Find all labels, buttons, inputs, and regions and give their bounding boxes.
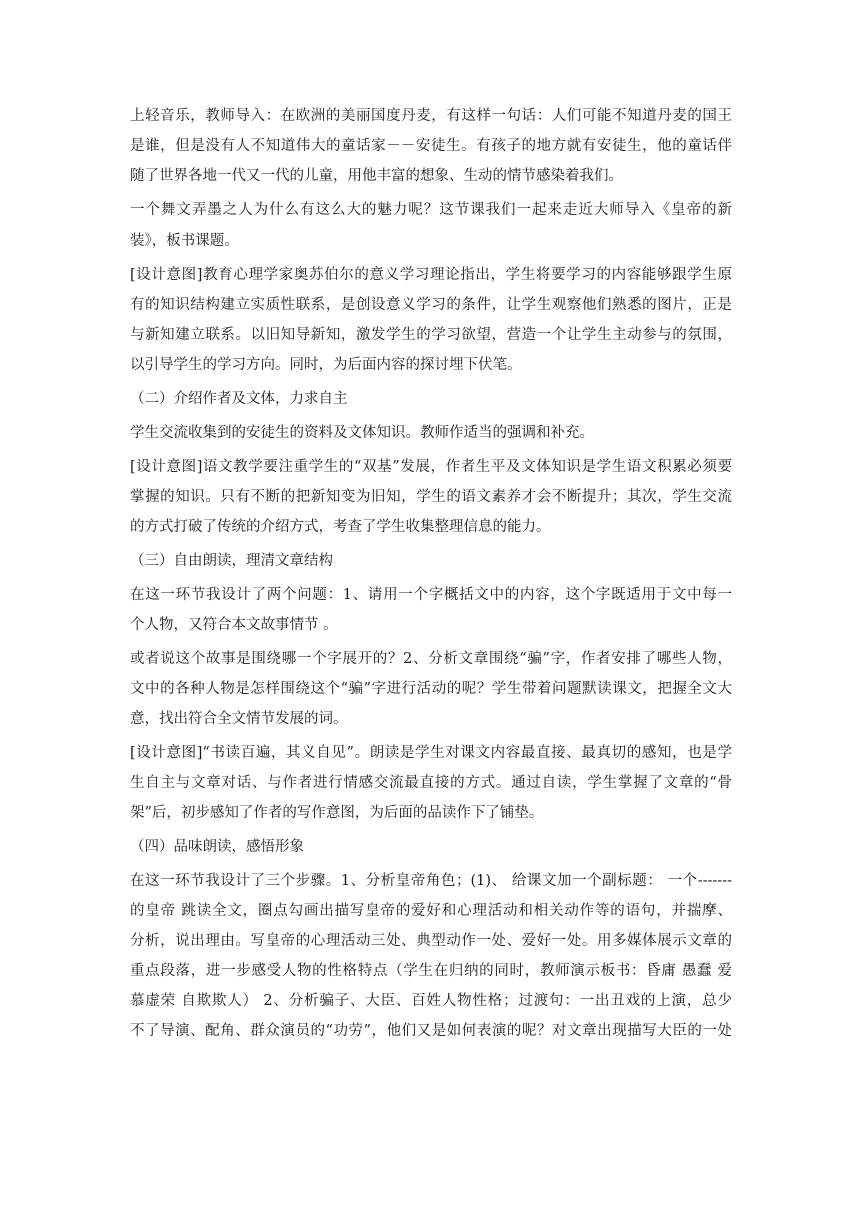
- section-heading: （二）介绍作者及文体，力求自主: [130, 391, 348, 407]
- text-line: 分析，说出理由。写皇帝的心理活动三处、典型动作一处、爱好一处。用多媒体展示文章的: [130, 933, 732, 949]
- text-line: 与新知建立联系。以旧知导新知，激发学生的学习欲望，营造一个让学生主动参与的氛围，: [130, 327, 732, 343]
- text-line: 的方式打破了传统的介绍方式，考查了学生收集整理信息的能力。: [130, 519, 551, 535]
- text-line: 或者说这个故事是围绕哪一个字展开的？2、分析文章围绕“骗”字，作者安排了哪些人物，: [130, 651, 732, 667]
- text-line: 以引导学生的学习方向。同时，为后面内容的探讨埋下伏笔。: [130, 357, 522, 373]
- text-line: 掌握的知识。只有不断的把新知变为旧知，学生的语文素养才会不断提升；其次，学生交流: [130, 489, 732, 505]
- text-line: 意，找出符合全文情节发展的词。: [130, 711, 348, 727]
- text-line: 在这一环节我设计了三个步骤。1、分析皇帝角色；(1)、 给课文加一个副标题： 一个-------: [130, 873, 732, 889]
- text-line: 不了导演、配角、群众演员的“功劳”，他们又是如何表演的呢？对文章出现描写大臣的一处: [130, 1023, 732, 1039]
- text-line: [设计意图]教育心理学家奥苏伯尔的意义学习理论指出，学生将要学习的内容能够跟学生原: [130, 267, 732, 283]
- text-line: 装》，板书课题。: [130, 233, 239, 249]
- text-line: [设计意图]语文教学要注重学生的“双基”发展，作者生平及文体知识是学生语文积累必须要: [130, 459, 732, 475]
- text-line: 学生交流收集到的安徒生的资料及文体知识。教师作适当的强调和补充。: [130, 425, 594, 441]
- text-line: 文中的各种人物是怎样围绕这个“骗”字进行活动的呢？学生带着问题默读课文，把握全文大: [130, 681, 732, 697]
- text-line: 个人物，又符合本文故事情节 。: [130, 617, 338, 633]
- text-line: 上轻音乐，教师导入：在欧洲的美丽国度丹麦，有这样一句话：人们可能不知道丹麦的国王: [130, 108, 732, 124]
- text-line: [设计意图]“书读百遍，其义自见”。朗读是学生对课文内容最直接、最真切的感知，也是学: [130, 745, 732, 761]
- text-line: 一个舞文弄墨之人为什么有这么大的魅力呢？这节课我们一起来走近大师导入《皇帝的新: [130, 202, 732, 218]
- text-line: 的皇帝 跳读全文，圈点勾画出描写皇帝的爱好和心理活动和相关动作等的语句，并揣摩、: [130, 903, 732, 919]
- text-line: 随了世界各地一代又一代的儿童，用他丰富的想象、生动的情节感染着我们。: [130, 168, 623, 184]
- text-line: 有的知识结构建立实质性联系，是创设意义学习的条件，让学生观察他们熟悉的图片，正是: [130, 297, 732, 313]
- text-line: 慕虚荣 自欺欺人） 2、分析骗子、大臣、百姓人物性格；过渡句：一出丑戏的上演，总少: [130, 993, 732, 1009]
- text-line: 生自主与文章对话、与作者进行情感交流最直接的方式。通过自读，学生掌握了文章的“骨: [130, 775, 732, 791]
- text-line: 架”后，初步感知了作者的写作意图，为后面的品读作下了铺垫。: [130, 805, 544, 821]
- text-line: 在这一环节我设计了两个问题：1、请用一个字概括文中的内容，这个字既适用于文中每一: [130, 587, 732, 603]
- section-heading: （四）品味朗读，感悟形象: [130, 839, 304, 855]
- text-line: 重点段落，进一步感受人物的性格特点（学生在归纳的同时，教师演示板书：昏庸 愚蠢 爱: [130, 963, 732, 979]
- text-line: 是谁，但是没有人不知道伟大的童话家－－安徒生。有孩子的地方就有安徒生，他的童话伴: [130, 138, 732, 154]
- section-heading: （三）自由朗读，理清文章结构: [130, 553, 333, 569]
